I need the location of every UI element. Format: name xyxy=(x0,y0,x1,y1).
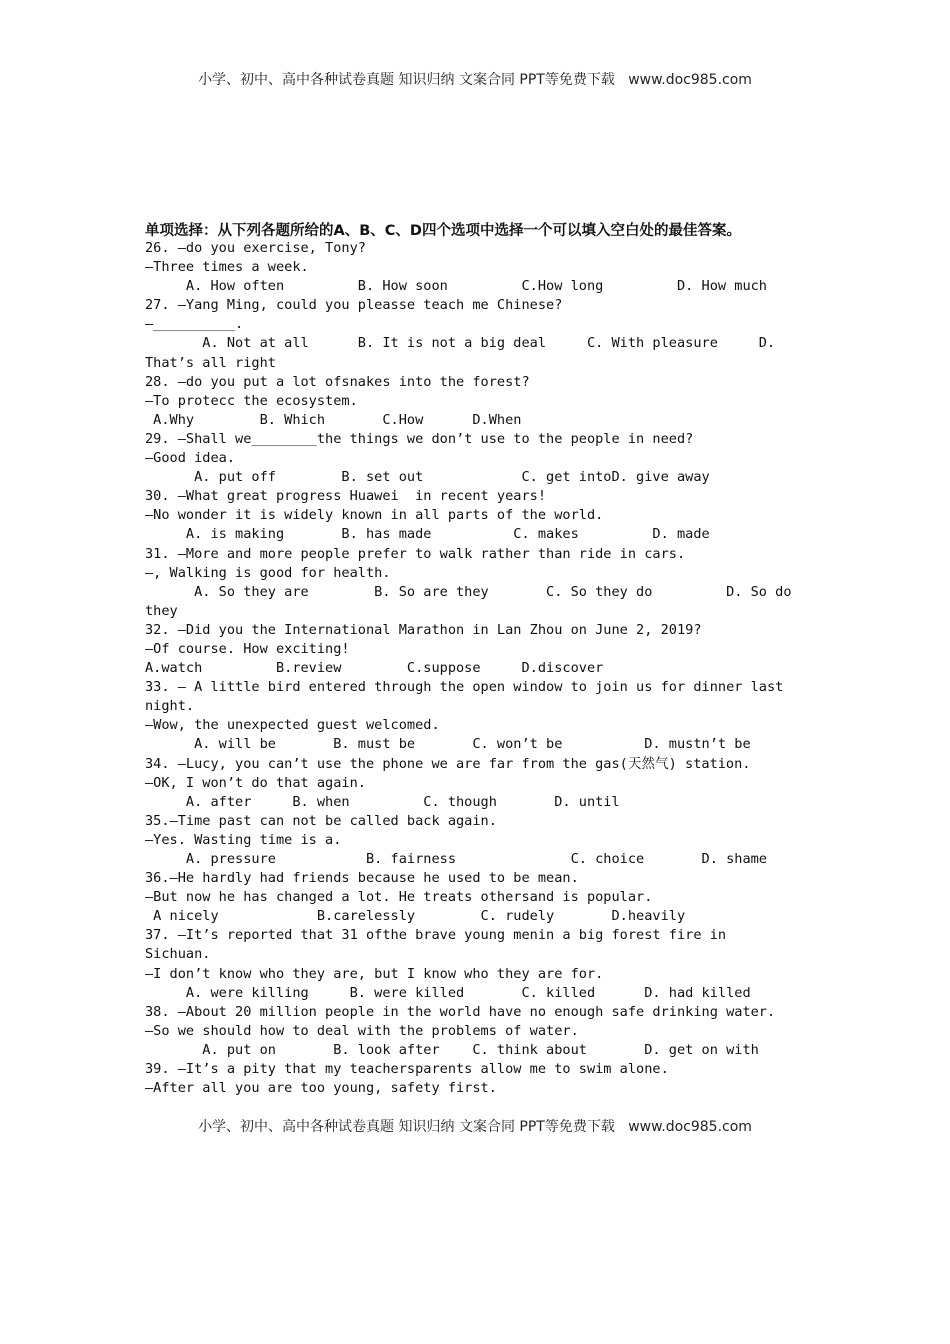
text-line: A. So they are B. So are they C. So they do D. So do xyxy=(145,583,792,600)
text-line: —To protecc the ecosystem. xyxy=(145,392,358,409)
text-line: —Wow, the unexpected guest welcomed. xyxy=(145,717,440,734)
text-line: —Of course. How exciting! xyxy=(145,640,350,657)
text-line: —No wonder it is widely known in all parts of the world. xyxy=(145,507,604,524)
text-line: they xyxy=(145,602,178,619)
text-line: 30. —What great progress Huawei in recent years! xyxy=(145,488,547,505)
text-line: 32. —Did you the International Marathon in Lan Zhou on June 2, 2019? xyxy=(145,621,702,638)
text-line: That’s all right xyxy=(145,354,276,371)
text-line: —Yes. Wasting time is a. xyxy=(145,831,342,848)
text-line: 33. — A little bird entered through the open window to join us for dinner last xyxy=(145,679,784,696)
text-line: 27. —Yang Ming, could you pleasse teach me Chinese? xyxy=(145,297,563,314)
text-line: Sichuan. xyxy=(145,946,211,963)
text-line: —But now he has changed a lot. He treats othersand is popular. xyxy=(145,889,653,906)
text-line: —, Walking is good for health. xyxy=(145,564,391,581)
text-line: A. will be B. must be C. won’t be D. mustn’t be xyxy=(145,736,751,753)
text-line: —__________. xyxy=(145,316,244,333)
section-instruction: 单项选择：从下列各题所给的A、B、C、D四个选项中选择一个可以填入空白处的最佳答案。 xyxy=(145,223,741,239)
text-line: 26. —do you exercise, Tony? xyxy=(145,240,366,256)
text-line: 34. —Lucy, you can’t use the phone we are far from the gas(天然气) station. xyxy=(145,755,751,772)
text-line: A. after B. when C. though D. until xyxy=(145,793,620,810)
text-line: —After all you are too young, safety first. xyxy=(145,1080,497,1097)
text-line: 28. —do you put a lot ofsnakes into the forest? xyxy=(145,373,530,390)
text-line: 35.—Time past can not be called back again. xyxy=(145,812,497,829)
page-header: 小学、初中、高中各种试卷真题 知识归纳 文案合同 PPT等免费下载 www.doc985.com xyxy=(198,72,752,88)
text-line: —Good idea. xyxy=(145,450,236,467)
text-line: 36.—He hardly had friends because he used to be mean. xyxy=(145,870,579,887)
text-line: A. put on B. look after C. think about D. get on with xyxy=(145,1041,759,1058)
text-line: —Three times a week. xyxy=(145,259,309,276)
text-line: —OK, I won’t do that again. xyxy=(145,774,366,791)
text-line: A. is making B. has made C. makes D. made xyxy=(145,526,710,543)
text-line: —So we should how to deal with the problems of water. xyxy=(145,1022,579,1039)
question-list xyxy=(145,239,825,1098)
text-line: A. pressure B. fairness C. choice D. shame xyxy=(145,851,767,867)
text-line: 29. —Shall we________the things we don’t use to the people in need? xyxy=(145,430,694,447)
text-line: 38. —About 20 million people in the world have no enough safe drinking water. xyxy=(145,1003,776,1020)
text-line: A. Not at all B. It is not a big deal C. With pleasure D. xyxy=(145,335,776,352)
text-line: 39. —It’s a pity that my teachersparents allow me to swim alone. xyxy=(145,1061,669,1078)
text-line: night. xyxy=(145,698,195,715)
text-line: —I don’t know who they are, but I know who they are for. xyxy=(145,965,604,982)
text-line: A. How often B. How soon C.How long D. How much xyxy=(145,278,767,295)
text-line: A. put off B. set out C. get intoD. give away xyxy=(145,469,710,486)
page-footer: 小学、初中、高中各种试卷真题 知识归纳 文案合同 PPT等免费下载 www.doc985.com xyxy=(198,1119,752,1135)
text-line: 37. —It’s reported that 31 ofthe brave young menin a big forest fire in xyxy=(145,927,727,944)
text-line: A.watch B.review C.suppose D.discover xyxy=(145,660,604,677)
text-line: A nicely B.carelessly C. rudely D.heavily xyxy=(145,908,686,925)
text-line: A. were killing B. were killed C. killed D. had killed xyxy=(145,984,751,1001)
text-line: 31. —More and more people prefer to walk rather than ride in cars. xyxy=(145,545,686,562)
text-line: A.Why B. Which C.How D.When xyxy=(145,411,522,428)
